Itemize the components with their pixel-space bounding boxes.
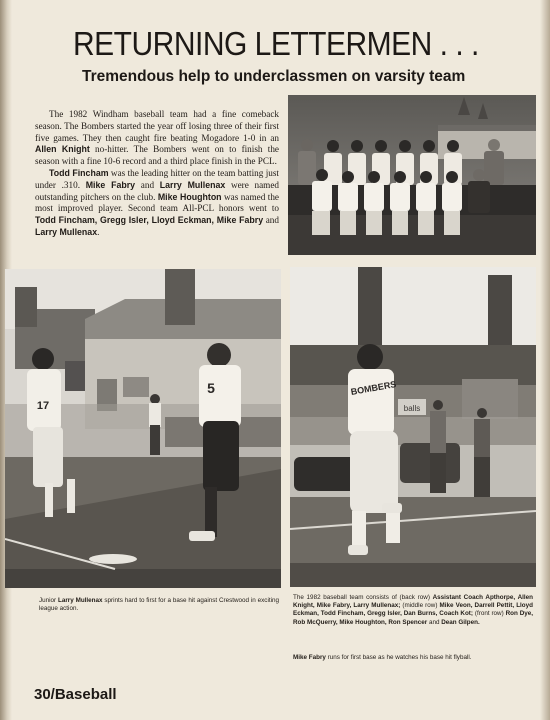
page-edge-shadow [540, 0, 550, 720]
story-paragraph-2 [35, 168, 279, 239]
caption-text-run: and [427, 618, 442, 626]
story-text-run: and [263, 215, 279, 226]
caption-text-run: sprints hard to first for a base hit against Crestwood in exciting league action. [39, 597, 279, 613]
team-photo [288, 95, 536, 255]
baseman-jersey-number: 5 [207, 380, 215, 396]
building-sign: balls [403, 404, 421, 413]
fabry-jersey-text: BOMBERS [349, 379, 398, 397]
player-name: Larry Mullenax [58, 597, 103, 604]
story-text-run: was named the most improved player. Second team All-PCL honors went to [35, 191, 279, 214]
player-name: Mike Houghton [157, 191, 222, 202]
caption-text-run: (front row) [473, 610, 506, 618]
caption-text-run: The 1982 baseball team consists of (back row) [293, 594, 433, 601]
story-text-run: The 1982 Windham baseball team had a fine comeback season. The Bombers started the year off losing three of their first five games. They then caught fire beating Mogadore 1-0 in an [35, 109, 279, 143]
player-name: Larry Mullenax [159, 179, 226, 190]
fabry-photo [290, 267, 536, 587]
page-title: RETURNING LETTERMEN . . . [73, 26, 479, 63]
runner-photo-image [5, 269, 281, 588]
caption-text-run: runs for first base as he watches his base hit flyball. [325, 654, 472, 661]
player-name: Mike Fabry [85, 179, 136, 190]
runner-jersey-number: 17 [36, 400, 50, 412]
runner-photo-caption [39, 597, 279, 613]
caption-text-run: (middle row) [400, 602, 440, 610]
story-text-run: was the leading hitter on the team batting just under .310. [35, 167, 279, 190]
player-name: Assistant Coach Apthorpe, Allen Knight, Mike Fabry, Larry Mullenax; [293, 594, 533, 610]
page-folio: 30/Baseball [34, 686, 117, 703]
player-name: Allen Knight [35, 144, 90, 155]
runner-photo [5, 269, 281, 588]
story-text-run: were named outstanding pitchers on the club. [35, 179, 279, 202]
player-name: Mike Fabry [293, 654, 326, 661]
fabry-photo-image [290, 267, 536, 587]
caption-text-run: Junior [39, 597, 58, 604]
story-text-run: . [97, 226, 100, 237]
story-paragraph-1 [35, 109, 279, 168]
story-text-run: and [135, 179, 160, 190]
player-name: Dean Gilpen. [441, 618, 480, 626]
player-name: Todd Fincham, Gregg Isler, Lloyd Eckman, Mike Fabry [35, 215, 264, 226]
player-name: Mike Veon, Darrell Pettit, Lloyd Eckman, Todd Fincham, Gregg Isler, Dan Burns, Coach Kot; [293, 602, 534, 618]
player-name: Larry Mullenax [35, 226, 98, 237]
team-photo-caption [293, 594, 533, 627]
story-text-run: no-hitter. The Bombers went on to finish the season with a fine 10-6 record and a third place finish in the PCL. [35, 144, 279, 167]
player-name: Ron Dye, Rob McQuerry, Mike Houghton, Ron Spencer [293, 610, 533, 626]
story-text [35, 109, 279, 239]
fabry-photo-caption [293, 654, 533, 662]
team-photo-image [288, 95, 536, 255]
page-subtitle: Tremendous help to underclassmen on varsity team [82, 68, 466, 85]
player-name: Todd Fincham [49, 167, 109, 178]
